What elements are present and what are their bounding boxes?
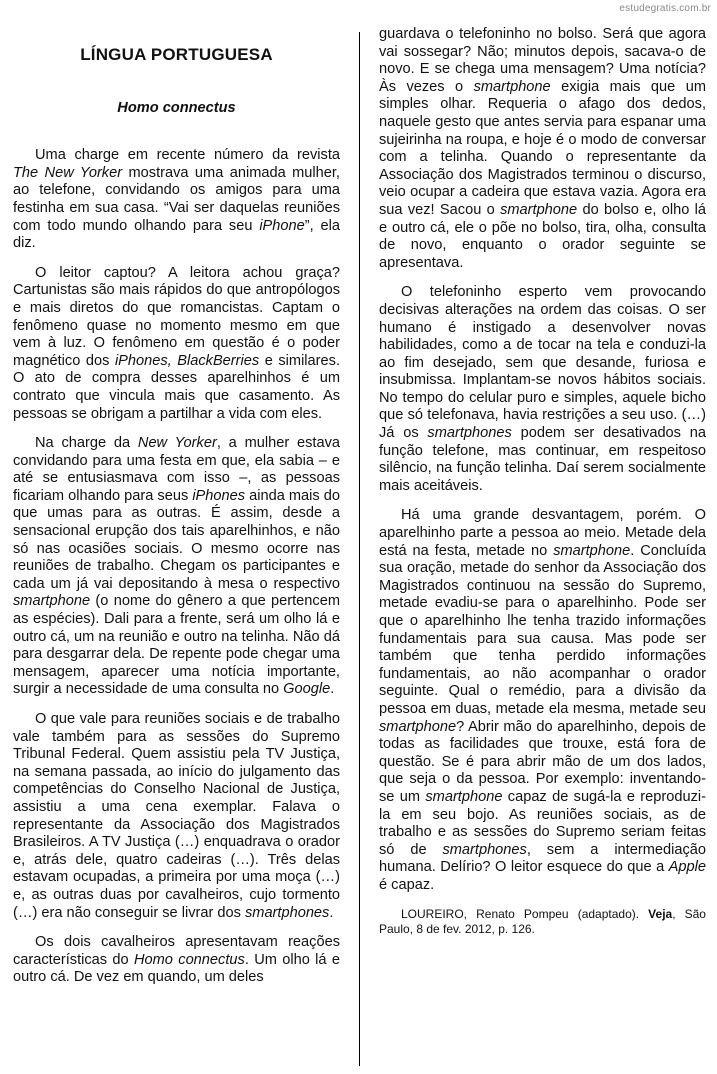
article-paragraph: O que vale para reuniões sociais e de trabalho vale também para as sessões do Supremo Tribunal Federal. Quem assistiu pela TV Justiça, na semana passada, ao início do julgamento das competências do Conselho Nacional de Justiça, assistiu a uma cena exemplar. Falava o representante da Associação dos Magistrados Brasileiros. A TV Justiça (…) enquadrava o orador e, atrás dele, quatro cadeiras (…). Três delas estavam ocupadas, a primeira por uma moça (…) e, as outras duas por cavalheiros, cujo tormento (…) era não conseguir se livrar dos smartphones. (13, 711, 340, 921)
reference-author: LOUREIRO, Renato Pompeu (adaptado). (401, 906, 649, 921)
article-paragraph: Uma charge em recente número da revista The New Yorker mostrava uma animada mulher, ao telefone, convidando os amigos para uma festinha em sua casa. “Vai ser daquelas reuniões com todo mundo olhando para seu iPhone”, ela diz. (13, 147, 340, 252)
right-column-body (379, 26, 706, 895)
right-column (379, 26, 706, 937)
article-title: Homo connectus (117, 99, 236, 116)
column-divider (359, 32, 360, 1066)
article-paragraph: guardava o telefoninho no bolso. Será que agora vai sossegar? Não; minutos depois, sacava-o de novo. E se chega uma mensagem? Uma notícia? Às vezes o smartphone exigia mais que um simples olhar. Requeria o afago dos dedos, naquele gesto que antes servia para espanar uma sujeirinha na roupa, e hoje é o modo de conversar com a telinha. Quando o representante da Associação dos Magistrados terminou o discurso, veio ocupar a cadeira que estava vazia. Agora era sua vez! Sacou o smartphone do bolso e, olho lá e outro cá, ele o põe no bolso, tira, olha, consulta de novo, enquanto o orador seguinte se apresentava. (379, 26, 706, 271)
left-column-body (13, 147, 340, 987)
reference-details: , São Paulo, 8 de fev. 2012, p. 126. (379, 906, 706, 936)
article-paragraph: Há uma grande desvantagem, porém. O aparelhinho parte a pessoa ao meio. Metade dela está na festa, metade no smartphone. Concluída sua oração, metade do senhor da Associação dos Magistrados continuou na sessão do Supremo, metade evadiu-se para o aparelhinho. Pode ser que o aparelhinho lhe tenha trazido informações fundamentais para sua causa. Mas pode ser também que tenha perdido informações fundamentais, ao não acompanhar o orador seguinte. Qual o remédio, para a divisão da pessoa em duas, metade ela mesma, metade seu smartphone? Abrir mão do aparelhinho, depois de todas as facilidades que trouxe, está fora de questão. Se é para abrir mão de um dos lados, que seja o da pessoa. Por exemplo: inventando-se um smartphone capaz de sugá-la e reproduzi-la em seu bojo. As reuniões sociais, as de trabalho e as sessões do Supremo seriam feitas só de smartphones, sem a intermediação humana. Delírio? O leitor esquece do que a Apple é capaz. (379, 507, 707, 893)
article-paragraph: O leitor captou? A leitora achou graça? Cartunistas são mais rápidos do que antropólogos e mais diretos do que romancistas. Captam o fenômeno quase no momento mesmo em que vem à luz. O fenômeno em questão é o poder magnético dos iPhones, BlackBerries e similares. O ato de compra desses aparelhinhos é um contrato que vincula mais que casamento. As pessoas se obrigam a partilhar a vida com eles. (13, 264, 340, 422)
reference-source: Veja (648, 906, 673, 921)
watermark: estudegratis.com.br (619, 3, 711, 14)
page-title: LÍNGUA PORTUGUESA (80, 45, 273, 64)
article-paragraph: Na charge da New Yorker, a mulher estava convidando para uma festa em que, ela sabia – e até se entusiasmava com isso –, as pessoas ficariam olhando para seus iPhones ainda mais do que umas para as outras. É assim, desde a sensacional erupção dos tais aparelhinhos, e não só nas ocasiões sociais. O mesmo ocorre nas reuniões de trabalho. Chegam os participantes e cada um já vai depositando à mesa o respectivo smartphone (o nome do gênero a que pertencem as espécies). Dali para a frente, será um olho lá e outro cá, um na reunião e outro na telinha. Não dá para desgarrar dela. De repente pode chegar uma mensagem, aparecer uma notícia importante, surgir a necessidade de uma consulta no Google. (13, 435, 340, 698)
article-paragraph: Os dois cavalheiros apresentavam reações características do Homo connectus. Um olho lá e outro cá. De vez em quando, um deles (13, 934, 340, 986)
source-reference (379, 907, 706, 937)
article-paragraph: O telefoninho esperto vem provocando decisivas alterações na ordem das coisas. O ser humano é instigado a desenvolver novas habilidades, como a de tocar na tela e conduzi-la ao fim desejado, sem que desande, furiosa e insubmissa. Implantam-se novos hábitos sociais. No tempo do celular puro e simples, aquele bicho que só telefonava, havia restrições a seu uso. (…) Já os smartphones podem ser desativados na função telefone, mas continuar, em respeitoso silêncio, na função telinha. Daí serem socialmente mais aceitáveis. (379, 284, 706, 494)
left-column (13, 46, 340, 999)
